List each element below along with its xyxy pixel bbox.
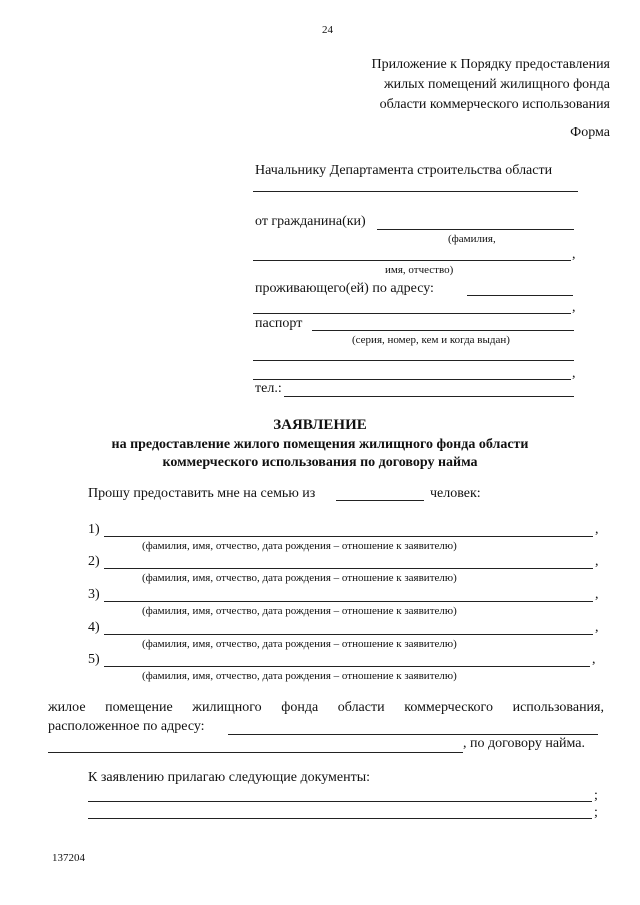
family-number-5: 5) <box>88 652 100 667</box>
attachment-field-2[interactable] <box>88 818 592 819</box>
hint-surname: (фамилия, <box>448 233 496 245</box>
addressee-line <box>253 191 578 192</box>
family-hint: (фамилия, имя, отчество, дата рождения – отношение к заявителю) <box>142 670 457 682</box>
comma: , <box>595 554 599 569</box>
family-hint: (фамилия, имя, отчество, дата рождения – отношение к заявителю) <box>142 540 457 552</box>
family-number-3: 3) <box>88 587 100 602</box>
passport-label: паспорт <box>255 316 303 331</box>
semicolon: ; <box>594 805 598 820</box>
family-number-2: 2) <box>88 554 100 569</box>
family-member-field-1[interactable] <box>104 536 593 537</box>
appendix-line-3: области коммерческого использования <box>379 97 610 112</box>
passport-field-3[interactable] <box>253 379 571 380</box>
family-member-field-5[interactable] <box>104 666 590 667</box>
family-member-field-3[interactable] <box>104 601 593 602</box>
page-number: 24 <box>322 24 333 36</box>
family-member-field-4[interactable] <box>104 634 593 635</box>
document-subtitle-1: на предоставление жилого помещения жилищного фонда области <box>111 437 529 452</box>
hint-name: имя, отчество) <box>385 264 454 276</box>
property-address-field-1[interactable] <box>228 734 598 735</box>
family-hint: (фамилия, имя, отчество, дата рождения – отношение к заявителю) <box>142 572 457 584</box>
semicolon: ; <box>594 788 598 803</box>
address-field-2[interactable] <box>253 313 571 314</box>
family-hint: (фамилия, имя, отчество, дата рождения – отношение к заявителю) <box>142 605 457 617</box>
family-number-1: 1) <box>88 522 100 537</box>
document-subtitle-2: коммерческого использования по договору найма <box>162 455 478 470</box>
attachments-label: К заявлению прилагаю следующие документы: <box>88 770 371 785</box>
request-start: Прошу предоставить мне на семью из <box>88 486 316 501</box>
addressee: Начальнику Департамента строительства области <box>255 163 553 178</box>
family-hint: (фамилия, имя, отчество, дата рождения – отношение к заявителю) <box>142 638 457 650</box>
from-citizen-label: от гражданина(ки) <box>255 214 366 229</box>
phone-field[interactable] <box>284 396 574 397</box>
comma: , <box>572 247 576 262</box>
document-title: ЗАЯВЛЕНИЕ <box>273 417 367 433</box>
comma: , <box>572 300 576 315</box>
passport-field-1[interactable] <box>312 330 574 331</box>
appendix-line-1: Приложение к Порядку предоставления <box>371 57 610 72</box>
comma: , <box>592 652 596 667</box>
family-number-4: 4) <box>88 620 100 635</box>
body-line-1: жилое помещение жилищного фонда области коммерческого использования, <box>48 700 604 715</box>
family-size-field[interactable] <box>336 500 424 501</box>
form-label: Форма <box>570 125 610 140</box>
footer-code: 137204 <box>52 852 85 864</box>
appendix-block <box>372 55 610 115</box>
citizen-name-field[interactable] <box>253 260 571 261</box>
residing-label: проживающего(ей) по адресу: <box>255 281 434 296</box>
comma: , <box>595 620 599 635</box>
attachment-field-1[interactable] <box>88 801 592 802</box>
comma: , <box>595 587 599 602</box>
family-member-field-2[interactable] <box>104 568 593 569</box>
phone-label: тел.: <box>255 381 282 396</box>
body-line-3-end: , по договору найма. <box>463 736 586 751</box>
comma: , <box>595 522 599 537</box>
body-line-2: расположенное по адресу: <box>48 719 205 734</box>
citizen-surname-field[interactable] <box>377 229 574 230</box>
appendix-line-2: жилых помещений жилищного фонда <box>383 77 610 92</box>
passport-field-2[interactable] <box>253 360 574 361</box>
property-address-field-2[interactable] <box>48 752 463 753</box>
comma: , <box>572 366 576 381</box>
request-end: человек: <box>430 486 481 501</box>
address-field-1[interactable] <box>467 295 573 296</box>
hint-passport: (серия, номер, кем и когда выдан) <box>352 334 510 346</box>
